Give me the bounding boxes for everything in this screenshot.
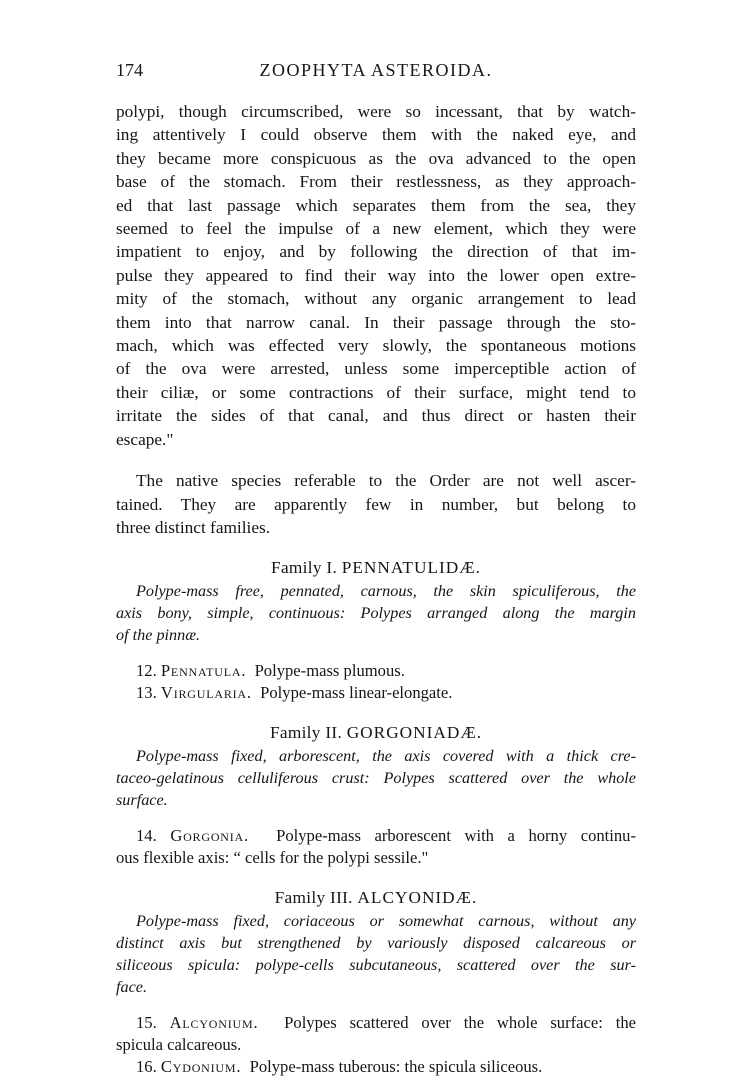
family-name: PENNATULIDÆ.	[341, 558, 481, 578]
genus-description: Polype-mass plumous.	[254, 661, 405, 681]
text-line: Polype-mass fixed, arborescent, the axis covered with a thick cre-	[136, 747, 636, 766]
page-number: 174	[116, 60, 143, 80]
genus-number: 14.	[136, 826, 157, 846]
text-line: three distinct families.	[116, 517, 271, 537]
text-line: irritate the sides of that canal, and thus direct or hasten their	[116, 406, 636, 426]
running-head: ZOOPHYTA ASTEROIDA.	[259, 60, 493, 80]
text-line: surface.	[116, 791, 168, 810]
text-line: polypi, though circumscribed, were so incessant, that by watch-	[116, 102, 636, 121]
genus-number: 15.	[136, 1013, 157, 1033]
family-heading	[116, 558, 636, 578]
text-line: taceo-gelatinous celluliferous crust: Polypes scattered over the whole	[116, 769, 636, 788]
genus-list	[116, 1012, 636, 1078]
text-line: of the pinnæ.	[116, 626, 201, 645]
text-line: them into that narrow canal. In their passage through the sto-	[116, 312, 636, 332]
genus-description: Polype-mass tuberous: the spicula siliceous.	[249, 1057, 543, 1077]
text-line: Polype-mass free, pennated, carnous, the skin spiculiferous, the	[136, 582, 636, 601]
genus-entry	[116, 660, 636, 682]
family-name: GORGONIADÆ.	[346, 723, 483, 743]
genus-list	[116, 825, 636, 869]
text-line: they became more conspicuous as the ova advanced to the open	[116, 148, 636, 168]
text-line: face.	[116, 978, 148, 997]
family-label: Family I.	[271, 558, 338, 578]
text-line: Polype-mass fixed, coriaceous or somewhat carnous, without any	[136, 912, 636, 931]
genus-entry	[116, 682, 636, 704]
book-page	[116, 58, 636, 1078]
text-line: impatient to enjoy, and by following the direction of that im-	[116, 242, 636, 262]
genus-description: Polype-mass linear-elongate.	[260, 683, 453, 703]
genus-entry	[116, 825, 636, 869]
text-line: base of the stomach. From their restlessness, as they approach-	[116, 172, 636, 192]
text-line: siliceous spicula: polype-cells subcutaneous, scattered over the sur-	[116, 956, 636, 975]
genus-name: Pennatula.	[160, 661, 247, 681]
genus-description: Polype-mass arborescent with a horny continu-	[276, 826, 637, 846]
family-section	[116, 558, 636, 704]
genus-list	[116, 660, 636, 704]
text-line: mach, which was effected very slowly, the spontaneous motions	[116, 336, 636, 356]
text-line: distinct axis but strengthened by variously disposed calcareous or	[116, 934, 636, 953]
text-line	[116, 825, 636, 847]
text-line: The native species referable to the Order are not well ascer-	[136, 471, 636, 491]
quoted-paragraph	[116, 100, 636, 451]
family-heading	[116, 723, 636, 743]
genus-description: spicula calcareous.	[116, 1035, 242, 1055]
text-line: ed that last passage which separates them from the sea, they	[116, 195, 636, 215]
text-line	[116, 1012, 636, 1034]
family-diagnosis	[116, 745, 636, 811]
text-line: pulse they appeared to find their way into the lower open extre-	[116, 265, 636, 285]
text-line: seemed to feel the impulse of a new element, which they were	[116, 219, 636, 239]
native-species-paragraph	[116, 469, 636, 539]
family-name: ALCYONIDÆ.	[357, 888, 478, 908]
genus-name: Cydonium.	[160, 1057, 242, 1077]
text-line: their ciliæ, or some contractions of their surface, might tend to	[116, 382, 636, 402]
genus-number: 13.	[136, 683, 157, 703]
genus-name: Virgularia.	[160, 683, 252, 703]
text-line: of the ova were arrested, unless some imperceptible action of	[116, 359, 636, 379]
genus-name: Alcyonium.	[169, 1013, 259, 1033]
genus-name: Gorgonia.	[170, 826, 249, 846]
family-heading	[116, 888, 636, 908]
text-line: mity of the stomach, without any organic arrangement to lead	[116, 289, 636, 309]
family-label: Family II.	[269, 723, 343, 743]
text-line: ing attentively I could observe them with the naked eye, and	[116, 125, 636, 145]
genus-description: Polypes scattered over the whole surface: the	[284, 1013, 637, 1033]
family-label: Family III.	[274, 888, 353, 908]
family-diagnosis	[116, 580, 636, 646]
text-line: tained. They are apparently few in number, but belong to	[116, 494, 636, 514]
family-diagnosis	[116, 910, 636, 998]
text-line: axis bony, simple, continuous: Polypes arranged along the margin	[116, 604, 636, 623]
genus-description: ous flexible axis: “ cells for the polypi sessile."	[116, 848, 429, 868]
genus-number: 16.	[136, 1057, 157, 1077]
text-line: escape."	[116, 429, 174, 449]
family-section	[116, 723, 636, 869]
page-header	[116, 58, 636, 88]
genus-entry	[116, 1056, 636, 1078]
genus-number: 12.	[136, 661, 157, 681]
